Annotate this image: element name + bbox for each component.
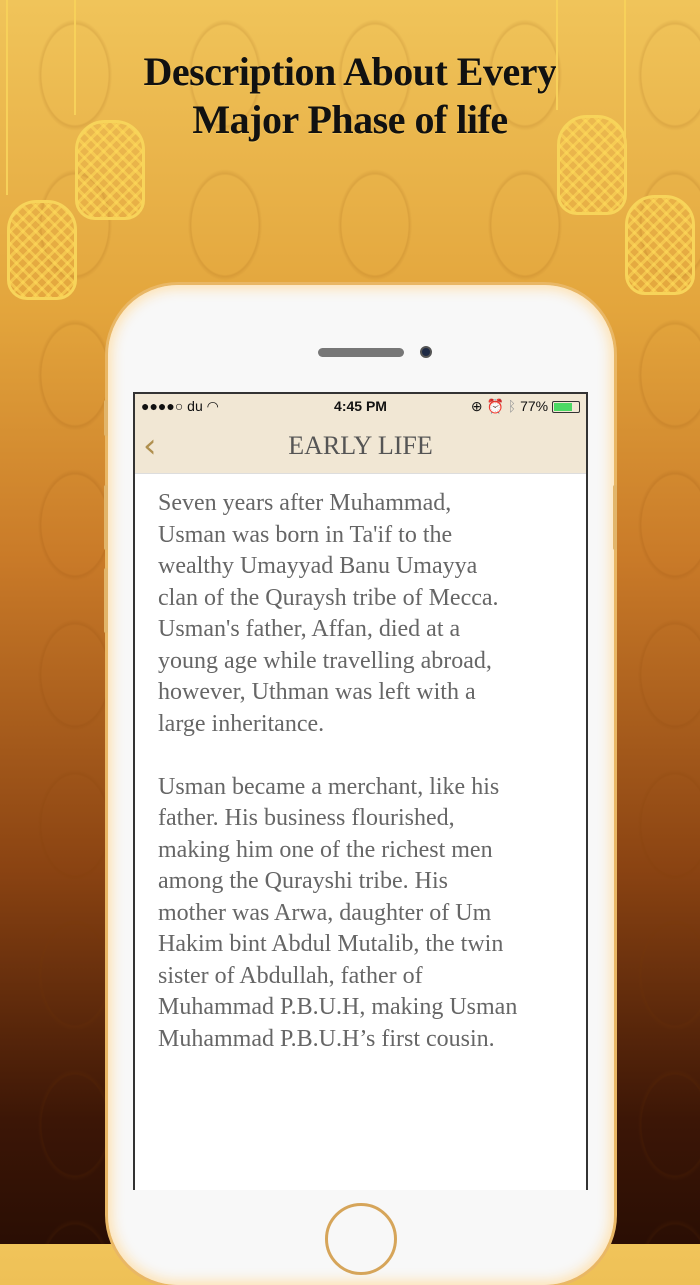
back-button[interactable]: ‹	[143, 426, 157, 466]
text-line: Muhammad P.B.U.H’s first cousin.	[158, 1025, 495, 1052]
bluetooth-icon: ᛒ	[507, 397, 517, 414]
text-line: large inheritance.	[158, 710, 325, 737]
phone-button	[104, 400, 108, 436]
text-line: making him one of the richest men	[158, 836, 493, 863]
text-line: young age while travelling abroad,	[158, 647, 492, 674]
promo-line: Description About Every	[143, 49, 557, 94]
phone-button	[613, 485, 617, 550]
phone-button	[104, 568, 108, 633]
phone-button	[104, 485, 108, 550]
status-bar	[135, 394, 586, 418]
battery-icon	[552, 401, 580, 413]
rotation-lock-icon: ⊕	[470, 397, 483, 414]
text-line: sister of Abdullah, father of	[158, 962, 423, 989]
status-time: 4:45 PM	[334, 398, 387, 414]
text-line: clan of the Quraysh tribe of Mecca.	[158, 584, 499, 611]
text-line: however, Uthman was left with a	[158, 679, 476, 705]
phone-camera	[420, 346, 432, 358]
paragraph	[158, 772, 586, 1056]
status-right	[471, 398, 580, 415]
carrier-signal: ●●●●○ du ◠	[141, 397, 219, 414]
text-line: among the Qurayshi tribe. His	[158, 868, 448, 894]
alarm-icon: ⏰	[486, 397, 504, 414]
wifi-icon: ◠	[206, 397, 219, 414]
text-line: Seven years after Muhammad,	[158, 490, 452, 516]
text-line: Usman's father, Affan, died at a	[158, 616, 461, 642]
promo-line: Major Phase of life	[192, 97, 508, 142]
text-line: Usman was born in Ta'if to the	[158, 521, 453, 548]
home-button[interactable]	[325, 1203, 397, 1275]
phone-speaker	[318, 348, 404, 357]
text-line: Muhammad P.B.U.H, making Usman	[158, 994, 518, 1020]
text-line: wealthy Umayyad Banu Umayya	[158, 553, 478, 579]
text-line: Hakim bint Abdul Mutalib, the twin	[158, 931, 504, 957]
page-title: EARLY LIFE	[288, 431, 433, 460]
app-screen	[133, 392, 588, 1190]
nav-bar	[135, 418, 586, 474]
text-line: Usman became a merchant, like his	[158, 773, 500, 800]
text-line: mother was Arwa, daughter of Um	[158, 899, 492, 926]
paragraph	[158, 488, 586, 740]
battery-percent: 77%	[520, 397, 549, 414]
article-text	[135, 474, 586, 1055]
text-line: father. His business flourished,	[158, 805, 455, 831]
